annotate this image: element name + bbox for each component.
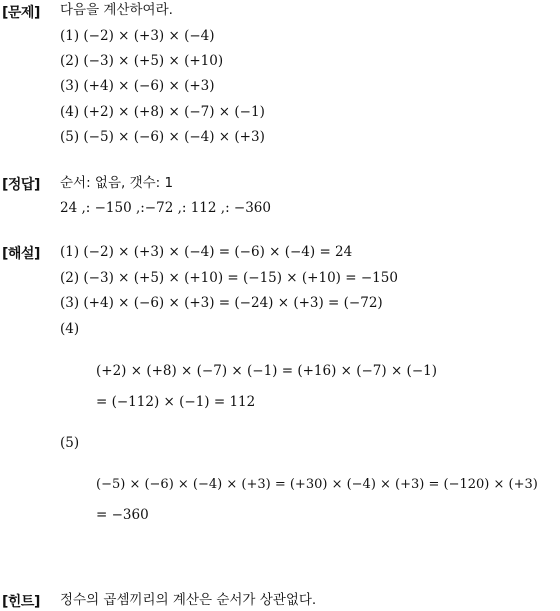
problem-item-4: (4) (+2) × (+8) × (−7) × (−1) <box>60 104 265 120</box>
solution-tag: [해설] <box>2 246 40 262</box>
answer-line-1: 순서: 없음, 갯수: 1 <box>60 175 174 191</box>
problem-item-5: (5) (−5) × (−6) × (−4) × (+3) <box>60 129 265 145</box>
solution-step-5-line-a: (−5) × (−6) × (−4) × (+3) = (+30) × (−4) × (+3) = (−120) × (+3) <box>96 477 538 492</box>
solution-step-4-line-a: (+2) × (+8) × (−7) × (−1) = (+16) × (−7) × (−1) <box>96 363 437 379</box>
problem-item-2: (2) (−3) × (+5) × (+10) <box>60 53 224 69</box>
solution-step-5-label: (5) <box>60 435 80 451</box>
solution-step-2: (2) (−3) × (+5) × (+10) = (−15) × (+10) = −150 <box>60 270 398 286</box>
answer-line-2: 24 ,: −150 ,:−72 ,: 112 ,: −360 <box>60 200 271 216</box>
hint-text: 정수의 곱셈끼리의 계산은 순서가 상관없다. <box>60 592 317 608</box>
answer-tag: [정답] <box>2 177 40 193</box>
problem-instruction: 다음을 계산하여라. <box>60 2 173 18</box>
hint-tag: [힌트] <box>2 594 40 610</box>
solution-step-4-label: (4) <box>60 321 80 337</box>
solution-step-3: (3) (+4) × (−6) × (+3) = (−24) × (+3) = (−72) <box>60 295 383 311</box>
problem-item-3: (3) (+4) × (−6) × (+3) <box>60 78 215 94</box>
problem-item-1: (1) (−2) × (+3) × (−4) <box>60 28 215 44</box>
problem-tag: [문제] <box>2 5 40 21</box>
solution-step-4-line-b: = (−112) × (−1) = 112 <box>96 394 256 410</box>
solution-step-5-line-b: = −360 <box>96 507 149 523</box>
solution-step-1: (1) (−2) × (+3) × (−4) = (−6) × (−4) = 24 <box>60 244 353 260</box>
